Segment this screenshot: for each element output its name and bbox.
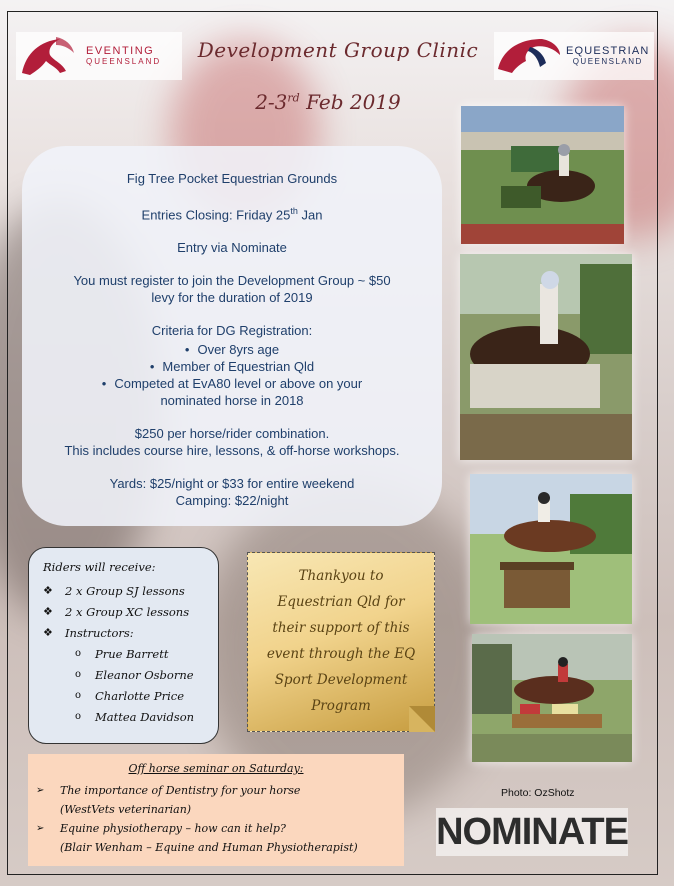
logo-line1: EQUESTRIAN [566, 45, 650, 58]
entries-text: Entries Closing: Friday 25 [141, 207, 291, 223]
riders-item: ❖ 2 x Group SJ lessons [43, 583, 185, 598]
yards-price: Yards: $25/night or $33 for entire weekend [109, 476, 355, 492]
register-line1: You must register to join the Development Group ~ $50 [73, 273, 391, 289]
event-info-panel [22, 146, 442, 526]
criteria-item-cont: nominated horse in 2018 [160, 393, 304, 409]
seminar-item: ➢ Equine physiotherapy – how can it help? [36, 819, 396, 838]
date-rest: Feb 2019 [299, 90, 401, 114]
thanks-line: Sport Development [274, 672, 408, 688]
horse-head-icon [494, 33, 564, 79]
register-line2: levy for the duration of 2019 [151, 290, 313, 306]
equestrian-queensland-logo [494, 32, 654, 80]
price-line2: This includes course hire, lessons, & off-horse workshops. [64, 443, 400, 459]
eventing-queensland-logo [16, 32, 182, 80]
thanks-line: Program [311, 698, 371, 714]
page-title: Development Group Clinic [197, 38, 479, 62]
instructor-item: o Mattea Davidson [75, 709, 195, 724]
event-date [218, 90, 438, 114]
nominate-logo [436, 808, 628, 856]
circle-bullet-icon: o [75, 711, 82, 722]
photo-xc-jump-2 [460, 254, 632, 460]
date-prefix: 2-3 [255, 90, 288, 114]
thanks-line: event through the EQ [266, 646, 416, 662]
circle-bullet-icon: o [75, 690, 82, 701]
riders-receive-box [28, 547, 219, 744]
arrow-bullet-icon: ➢ [36, 785, 45, 796]
seminar-box [28, 754, 404, 866]
thanks-note [247, 552, 435, 732]
entries-sup: th [290, 206, 298, 216]
criteria-item: • Member of Equestrian Qld [149, 359, 315, 375]
riders-item: ❖ 2 x Group XC lessons [43, 604, 190, 619]
logo-line1: EVENTING [86, 45, 155, 58]
logo-line2: QUEENSLAND [86, 56, 162, 66]
entry-via: Entry via Nominate [177, 240, 287, 256]
circle-bullet-icon: o [75, 669, 82, 680]
instructor-item: o Prue Barrett [75, 646, 169, 661]
criteria-heading: Criteria for DG Registration: [151, 323, 313, 339]
instructor-item: o Charlotte Price [75, 688, 185, 703]
diamond-bullet-icon: ❖ [43, 605, 53, 618]
criteria-item: • Competed at EvA80 level or above on your [101, 376, 363, 392]
logo-line2: QUEENSLAND [572, 56, 643, 66]
photo-credit: Photo: OzShotz [501, 787, 575, 799]
price-line1: $250 per horse/rider combination. [134, 426, 330, 442]
nominate-wordmark: NOMINATE [436, 810, 628, 853]
venue: Fig Tree Pocket Equestrian Grounds [126, 171, 338, 186]
entries-closing [22, 203, 442, 223]
arrow-bullet-icon: ➢ [36, 823, 45, 834]
photo-xc-jump-4 [472, 634, 632, 762]
seminar-item-sub: (Blair Wenham – Equine and Human Physiotherapist) [60, 841, 358, 854]
riders-heading: Riders will receive: [43, 560, 156, 574]
photo-xc-jump-1 [461, 106, 624, 244]
diamond-bullet-icon: ❖ [43, 584, 53, 597]
diamond-bullet-icon: ❖ [43, 626, 53, 639]
thanks-line: their support of this [272, 620, 410, 636]
instructor-item: o Eleanor Osborne [75, 667, 194, 682]
date-suffix: rd [287, 91, 300, 105]
horse-head-icon [16, 33, 80, 79]
page-curl-icon [409, 706, 435, 732]
photo-xc-jump-3 [470, 474, 632, 624]
seminar-item: ➢ The importance of Dentistry for your horse [36, 781, 396, 800]
circle-bullet-icon: o [75, 648, 82, 659]
criteria-item: • Over 8yrs age [184, 342, 280, 358]
riders-item: ❖ Instructors: [43, 625, 134, 640]
entries-month: Jan [297, 207, 323, 223]
thanks-line: Thankyou to [298, 568, 384, 584]
criteria-list [22, 341, 442, 409]
thanks-line: Equestrian Qld for [277, 594, 405, 610]
seminar-item-sub: (WestVets veterinarian) [60, 803, 192, 816]
seminar-heading: Off horse seminar on Saturday: [128, 762, 304, 775]
camping-price: Camping: $22/night [175, 493, 289, 509]
